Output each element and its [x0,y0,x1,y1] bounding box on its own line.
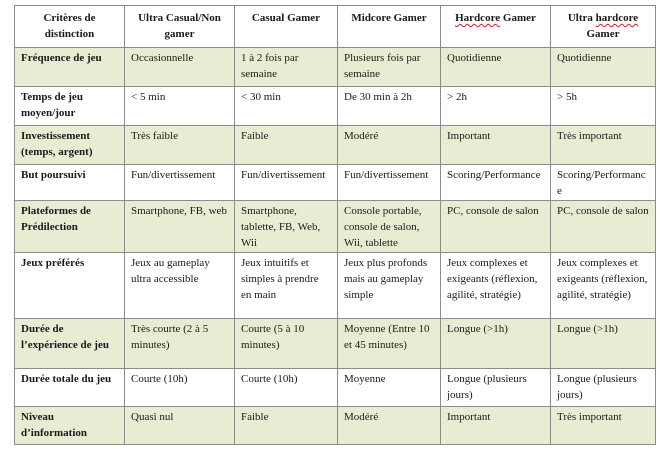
header-ultra-hardcore-suffix: Gamer [586,28,620,40]
header-hardcore-word: Hardcore [455,12,501,24]
table-cell: Longue (plusieurs jours) [441,369,551,407]
table-cell: Quotidienne [441,48,551,87]
table-cell: Moyenne (Entre 10 et 45 minutes) [338,319,441,369]
table-row [15,369,656,407]
table-cell: Modéré [338,126,441,165]
table-cell: Important [441,126,551,165]
header-casual: Casual Gamer [235,6,338,48]
table-cell: Quotidienne [551,48,656,87]
row-criterion: Jeux préférés [15,253,125,319]
row-criterion: Fréquence de jeu [15,48,125,87]
table-cell: > 2h [441,87,551,126]
table-cell: Scoring/Performance [441,165,551,201]
table-cell: > 5h [551,87,656,126]
row-criterion: Niveau d’information [15,407,125,445]
table-cell: Courte (10h) [125,369,235,407]
table-cell: Fun/divertissement [338,165,441,201]
row-criterion: Investissement (temps, argent) [15,126,125,165]
gamer-profile-table [14,5,656,445]
header-ultra-casual: Ultra Casual/Non gamer [125,6,235,48]
header-row [15,6,656,48]
table-row [15,48,656,87]
table-cell: < 5 min [125,87,235,126]
table-cell: Courte (5 à 10 minutes) [235,319,338,369]
table-row [15,319,656,369]
table-cell: Faible [235,126,338,165]
table-cell: Longue (>1h) [551,319,656,369]
table-row [15,407,656,445]
table-cell: Quasi nul [125,407,235,445]
row-criterion: But poursuivi [15,165,125,201]
header-ultra-hardcore [551,6,656,48]
row-criterion: Temps de jeu moyen/jour [15,87,125,126]
table-cell: Très important [551,126,656,165]
table-row [15,201,656,253]
header-ultra-hardcore-prefix: Ultra [567,12,596,24]
table-cell: Smartphone, FB, web [125,201,235,253]
table-cell: Jeux au gameplay ultra accessible [125,253,235,319]
table-cell: PC, console de salon [551,201,656,253]
table-cell: Scoring/Performance [551,165,656,201]
header-criteria: Critères de distinction [15,6,125,48]
table-cell: Très important [551,407,656,445]
table-cell: Fun/divertissement [235,165,338,201]
table-cell: Jeux complexes et exigeants (réflexion, agilité, stratégie) [551,253,656,319]
table-row [15,126,656,165]
row-criterion: Durée totale du jeu [15,369,125,407]
row-criterion: Durée de l’expérience de jeu [15,319,125,369]
header-midcore: Midcore Gamer [338,6,441,48]
table-cell: Smartphone, tablette, FB, Web, Wii [235,201,338,253]
header-ultra-hardcore-word: hardcore [595,12,639,24]
table-row [15,165,656,201]
row-criterion: Plateformes de Prédilection [15,201,125,253]
table-cell: Longue (plusieurs jours) [551,369,656,407]
table-cell: < 30 min [235,87,338,126]
table-cell: 1 à 2 fois par semaine [235,48,338,87]
table-cell: De 30 min à 2h [338,87,441,126]
table-row [15,253,656,319]
table-cell: Jeux intuitifs et simples à prendre en main [235,253,338,319]
table-cell: Plusieurs fois par semaine [338,48,441,87]
table-cell: Occasionnelle [125,48,235,87]
table-cell: Longue (>1h) [441,319,551,369]
table-cell: Important [441,407,551,445]
table-cell: PC, console de salon [441,201,551,253]
table-cell: Jeux complexes et exigeants (réflexion, agilité, stratégie) [441,253,551,319]
table-cell: Modéré [338,407,441,445]
table-cell: Jeux plus profonds mais au gameplay simple [338,253,441,319]
header-hardcore [441,6,551,48]
header-hardcore-suffix: Gamer [500,12,536,24]
table-cell: Moyenne [338,369,441,407]
table-cell: Très faible [125,126,235,165]
table-cell: Très courte (2 à 5 minutes) [125,319,235,369]
table-cell: Faible [235,407,338,445]
table-cell: Courte (10h) [235,369,338,407]
table-cell: Console portable, console de salon, Wii, tablette [338,201,441,253]
table-cell: Fun/divertissement [125,165,235,201]
table-row [15,87,656,126]
